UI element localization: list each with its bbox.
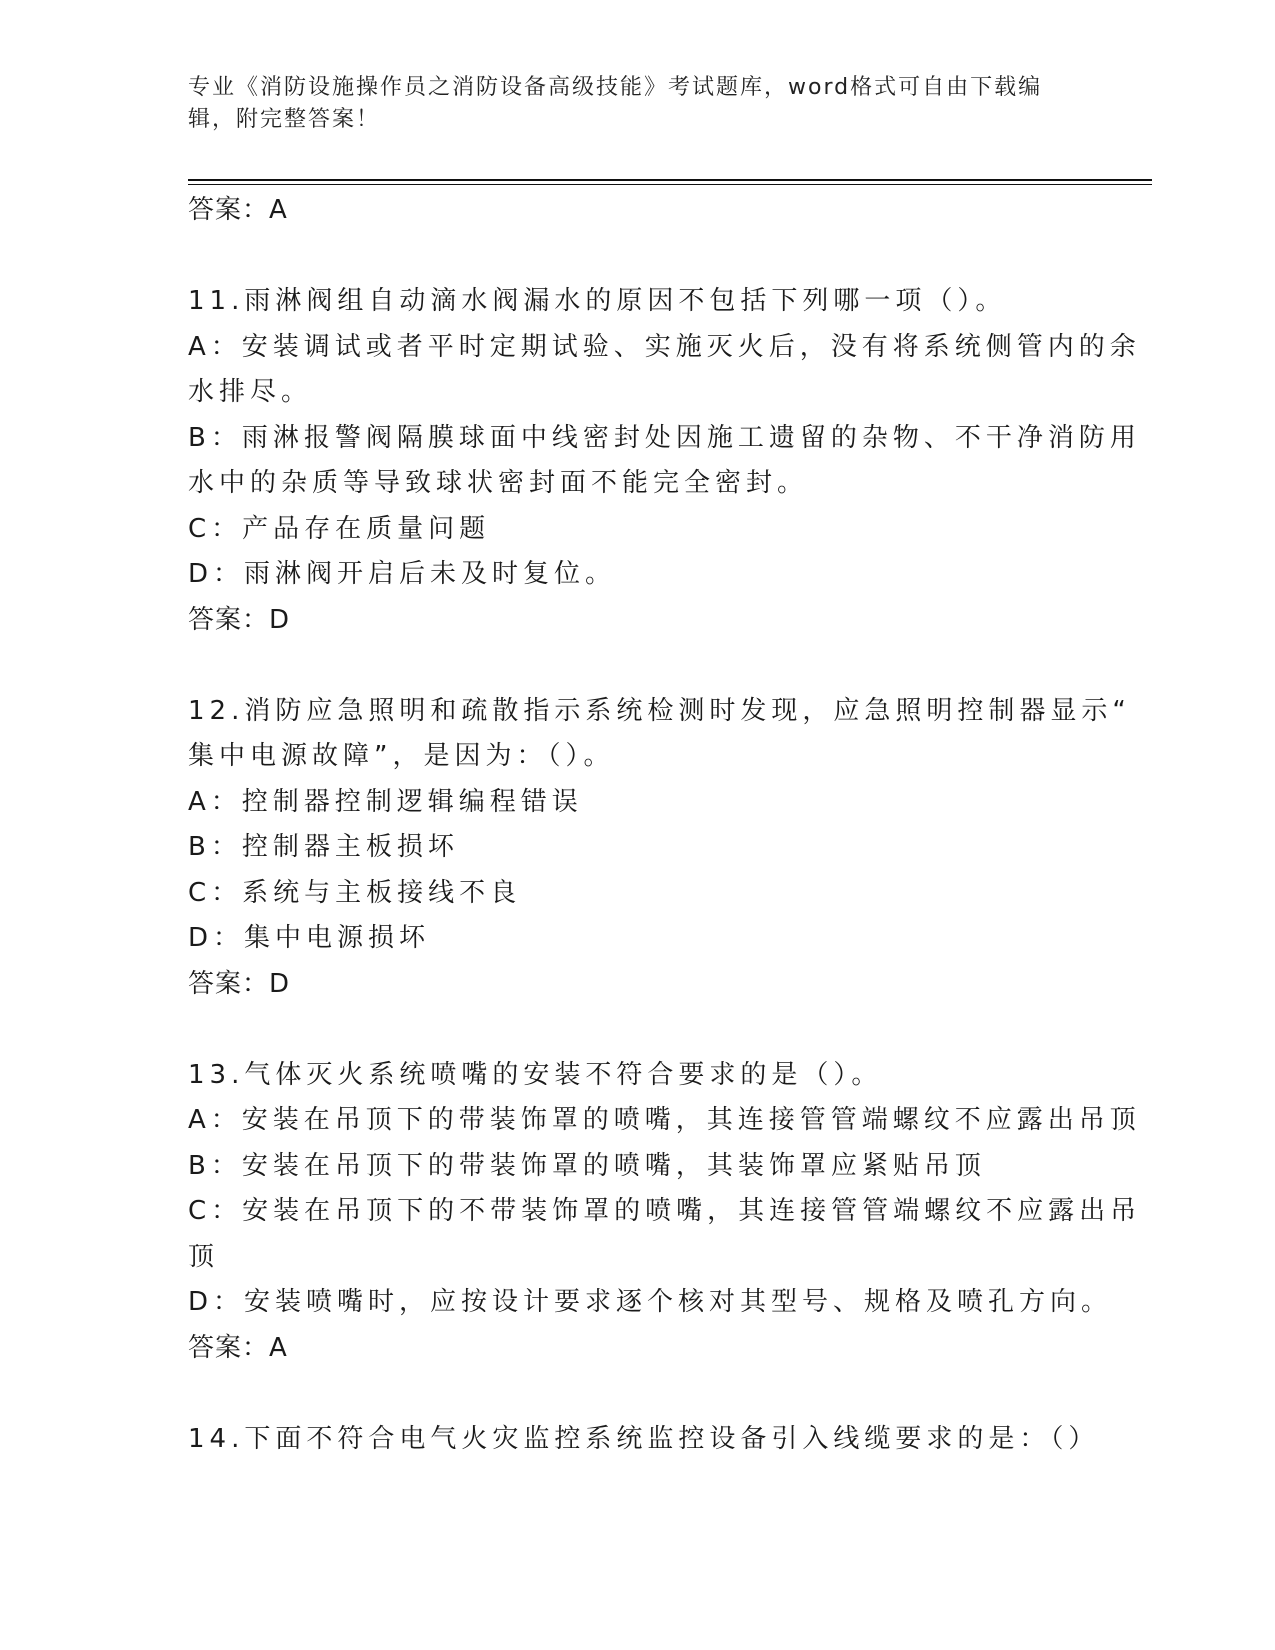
- question-13: [188, 1053, 1142, 1372]
- option-b: B：安装在吊顶下的带装饰罩的喷嘴，其装饰罩应紧贴吊顶: [188, 1150, 986, 1181]
- document-header: [188, 72, 1068, 136]
- option-a: A：控制器控制逻辑编程错误: [188, 786, 583, 817]
- option-b: B：控制器主板损坏: [188, 832, 459, 862]
- option-d: D：安装喷嘴时，应按设计要求逐个核对其型号、规格及喷孔方向。: [188, 1287, 1113, 1317]
- option-d: D：雨淋阀开启后未及时复位。: [188, 559, 617, 589]
- question-stem: 12.消防应急照明和疏散指示系统检测时发现，应急照明控制器显示“: [188, 695, 1131, 726]
- option-c: C：系统与主板接线不良: [188, 877, 522, 908]
- option-a-continued: 水排尽。: [188, 377, 313, 407]
- header-divider-thin: [188, 184, 1152, 185]
- option-b-continued: 水中的杂质等导致球状密封面不能完全密封。: [188, 468, 809, 498]
- spacer: [188, 643, 1088, 689]
- answer-line: 答案：D: [188, 968, 291, 999]
- header-line-1: 专业《消防设施操作员之消防设备高级技能》考试题库，word格式可自由下载编: [188, 75, 1043, 100]
- option-c-continued: 顶: [188, 1241, 220, 1272]
- spacer: [188, 1007, 1088, 1053]
- question-12: [188, 689, 1131, 1008]
- option-d: D：集中电源损坏: [188, 923, 431, 953]
- header-divider-thick: [188, 179, 1152, 181]
- option-c: C：安装在吊顶下的不带装饰罩的喷嘴，其连接管管端螺纹不应露出吊: [188, 1196, 1142, 1226]
- option-c: C：产品存在质量问题: [188, 513, 491, 544]
- question-list: [188, 188, 1142, 1462]
- option-a: A：安装调试或者平时定期试验、实施灭火后，没有将系统侧管内的余: [188, 331, 1141, 362]
- spacer: [188, 234, 1088, 280]
- option-a: A：安装在吊顶下的带装饰罩的喷嘴，其连接管管端螺纹不应露出吊顶: [188, 1105, 1141, 1135]
- question-stem-continued: 集中电源故障”，是因为：（）。: [188, 741, 615, 771]
- spacer: [188, 1371, 1088, 1417]
- header-line-2: 辑，附完整答案！: [188, 107, 381, 132]
- question-14: [188, 1417, 1100, 1463]
- answer-line: 答案：A: [188, 195, 288, 225]
- question-stem: 11.雨淋阀组自动滴水阀漏水的原因不包括下列哪一项（）。: [188, 286, 1007, 316]
- question-stem: 14.下面不符合电气火灾监控系统监控设备引入线缆要求的是：（）: [188, 1423, 1100, 1454]
- question-stem: 13.气体灭火系统喷嘴的安装不符合要求的是（）。: [188, 1059, 883, 1090]
- question-11: [188, 279, 1141, 643]
- answer-line: 答案：A: [188, 1332, 288, 1363]
- answer-line: 答案：D: [188, 604, 291, 635]
- option-b: B：雨淋报警阀隔膜球面中线密封处因施工遗留的杂物、不干净消防用: [188, 422, 1141, 453]
